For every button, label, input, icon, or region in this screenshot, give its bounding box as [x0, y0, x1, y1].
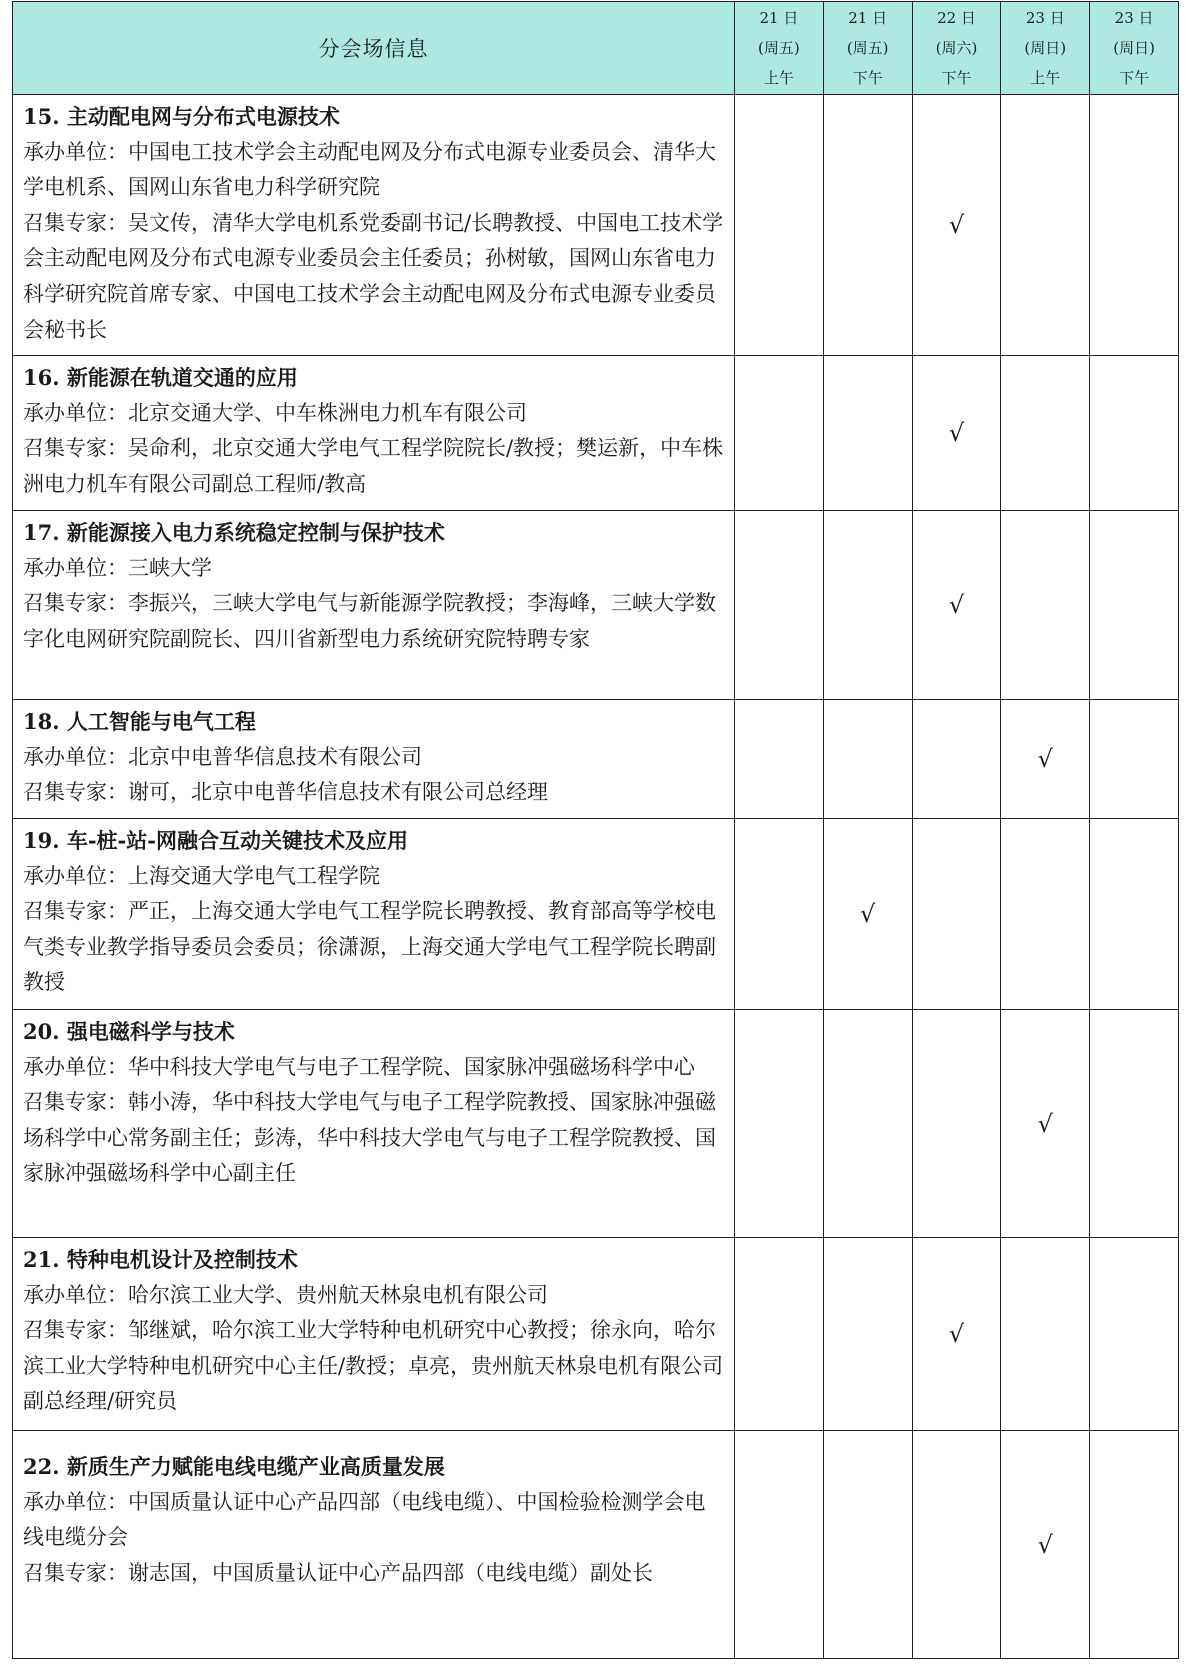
session-row — [13, 1010, 1179, 1238]
session-organizer: 承办单位：中国电工技术学会主动配电网及分布式电源专业委员会、清华大学电机系、国网山东省电力科学研究院 — [23, 139, 716, 200]
session-title: 21. 特种电机设计及控制技术 — [23, 1247, 298, 1272]
check-mark: √ — [948, 1320, 965, 1348]
header-slot: 21 日 (周五) 下午 — [823, 2, 912, 95]
session-title: 16. 新能源在轨道交通的应用 — [23, 365, 298, 390]
slot-cell — [1001, 95, 1090, 356]
slot-cell — [735, 700, 824, 819]
session-title: 22. 新质生产力赋能电线电缆产业高质量发展 — [23, 1454, 445, 1479]
schedule-table — [12, 1, 1179, 1659]
header-slot: 23 日 (周日) 下午 — [1090, 2, 1179, 95]
slot-cell — [1090, 1010, 1179, 1238]
session-title: 17. 新能源接入电力系统稳定控制与保护技术 — [23, 520, 445, 545]
session-organizer: 承办单位：哈尔滨工业大学、贵州航天林泉电机有限公司 — [23, 1282, 548, 1307]
session-row — [13, 356, 1179, 511]
session-experts: 召集专家：吴文传，清华大学电机系党委副书记/长聘教授、中国电工技术学会主动配电网及分布式电源专业委员会主任委员；孙树敏，国网山东省电力科学研究院首席专家、中国电工技术学会主动配电网及分布式电源专业委员会秘书长 — [23, 210, 724, 342]
slot-cell — [735, 1010, 824, 1238]
check-mark: √ — [948, 591, 965, 619]
session-row — [13, 819, 1179, 1010]
session-organizer: 承办单位：北京交通大学、中车株洲电力机车有限公司 — [23, 400, 527, 425]
slot-cell — [912, 511, 1001, 700]
slot-cell — [912, 819, 1001, 1010]
session-title: 20. 强电磁科学与技术 — [23, 1019, 235, 1044]
slot-cell — [735, 1431, 824, 1659]
slot-cell — [823, 1010, 912, 1238]
session-organizer: 承办单位：三峡大学 — [23, 555, 212, 580]
slot-cell — [1090, 819, 1179, 1010]
session-organizer: 承办单位：中国质量认证中心产品四部（电线电缆）、中国检验检测学会电线电缆分会 — [23, 1489, 706, 1550]
session-row — [13, 1238, 1179, 1431]
session-organizer: 承办单位：华中科技大学电气与电子工程学院、国家脉冲强磁场科学中心 — [23, 1054, 695, 1079]
slot-cell — [1001, 1238, 1090, 1431]
session-info — [13, 511, 735, 700]
slot-cell — [1001, 1010, 1090, 1238]
session-organizer: 承办单位：北京中电普华信息技术有限公司 — [23, 744, 422, 769]
slot-cell — [1001, 511, 1090, 700]
session-experts: 召集专家：谢可，北京中电普华信息技术有限公司总经理 — [23, 780, 548, 805]
slot-cell — [1001, 819, 1090, 1010]
session-title: 18. 人工智能与电气工程 — [23, 709, 256, 734]
session-organizer: 承办单位：上海交通大学电气工程学院 — [23, 863, 380, 888]
session-experts: 召集专家：吴命利，北京交通大学电气工程学院院长/教授；樊运新，中车株洲电力机车有限公司副总工程师/教高 — [23, 436, 724, 496]
session-row — [13, 95, 1179, 356]
session-row — [13, 1431, 1179, 1659]
slot-cell — [823, 356, 912, 511]
slot-cell — [1090, 1431, 1179, 1659]
check-mark: √ — [860, 900, 876, 928]
slot-cell — [1001, 1431, 1090, 1659]
slot-cell — [1090, 511, 1179, 700]
slot-cell — [735, 819, 824, 1010]
session-experts: 召集专家：严正，上海交通大学电气工程学院长聘教授、教育部高等学校电气类专业教学指导委员会委员；徐潇源，上海交通大学电气工程学院长聘副教授 — [23, 899, 716, 995]
slot-cell — [823, 700, 912, 819]
session-row — [13, 511, 1179, 700]
session-title: 19. 车-桩-站-网融合互动关键技术及应用 — [23, 828, 408, 853]
session-info — [13, 95, 735, 356]
slot-cell — [735, 1238, 824, 1431]
slot-cell — [735, 95, 824, 356]
slot-cell — [823, 95, 912, 356]
header-row — [13, 2, 1179, 95]
slot-cell — [1090, 356, 1179, 511]
check-mark: √ — [1037, 745, 1053, 773]
header-slot: 23 日 (周日) 上午 — [1001, 2, 1090, 95]
session-info — [13, 1238, 735, 1431]
check-mark: √ — [948, 211, 965, 239]
slot-cell — [912, 1431, 1001, 1659]
check-mark: √ — [1037, 1109, 1053, 1138]
session-experts: 召集专家：韩小涛，华中科技大学电气与电子工程学院教授、国家脉冲强磁场科学中心常务副主任；彭涛，华中科技大学电气与电子工程学院教授、国家脉冲强磁场科学中心副主任 — [23, 1090, 716, 1186]
slot-cell — [1090, 95, 1179, 356]
check-mark: √ — [948, 419, 965, 447]
slot-cell — [1090, 700, 1179, 819]
slot-cell — [823, 819, 912, 1010]
slot-cell — [912, 356, 1001, 511]
session-row — [13, 700, 1179, 819]
slot-cell — [823, 511, 912, 700]
session-experts: 召集专家：谢志国，中国质量认证中心产品四部（电线电缆）副处长 — [23, 1560, 653, 1585]
session-experts: 召集专家：李振兴，三峡大学电气与新能源学院教授；李海峰，三峡大学数字化电网研究院副院长、四川省新型电力系统研究院特聘专家 — [23, 591, 716, 651]
slot-cell — [912, 1238, 1001, 1431]
session-experts: 召集专家：邹继斌，哈尔滨工业大学特种电机研究中心教授；徐永向，哈尔滨工业大学特种电机研究中心主任/教授；卓亮，贵州航天林泉电机有限公司副总经理/研究员 — [23, 1318, 724, 1414]
slot-cell — [912, 700, 1001, 819]
slot-cell — [1001, 356, 1090, 511]
session-info — [13, 356, 735, 511]
header-slot: 21 日 (周五) 上午 — [735, 2, 824, 95]
header-info: 分会场信息 — [13, 2, 735, 95]
check-mark: √ — [1037, 1530, 1053, 1559]
session-info — [13, 1431, 735, 1659]
slot-cell — [735, 356, 824, 511]
session-info — [13, 819, 735, 1010]
slot-cell — [1090, 1238, 1179, 1431]
header-slot: 22 日 (周六) 下午 — [912, 2, 1001, 95]
slot-cell — [912, 95, 1001, 356]
slot-cell — [912, 1010, 1001, 1238]
slot-cell — [823, 1431, 912, 1659]
session-info — [13, 700, 735, 819]
session-info — [13, 1010, 735, 1238]
slot-cell — [1001, 700, 1090, 819]
slot-cell — [823, 1238, 912, 1431]
session-title: 15. 主动配电网与分布式电源技术 — [23, 104, 340, 129]
slot-cell — [735, 511, 824, 700]
